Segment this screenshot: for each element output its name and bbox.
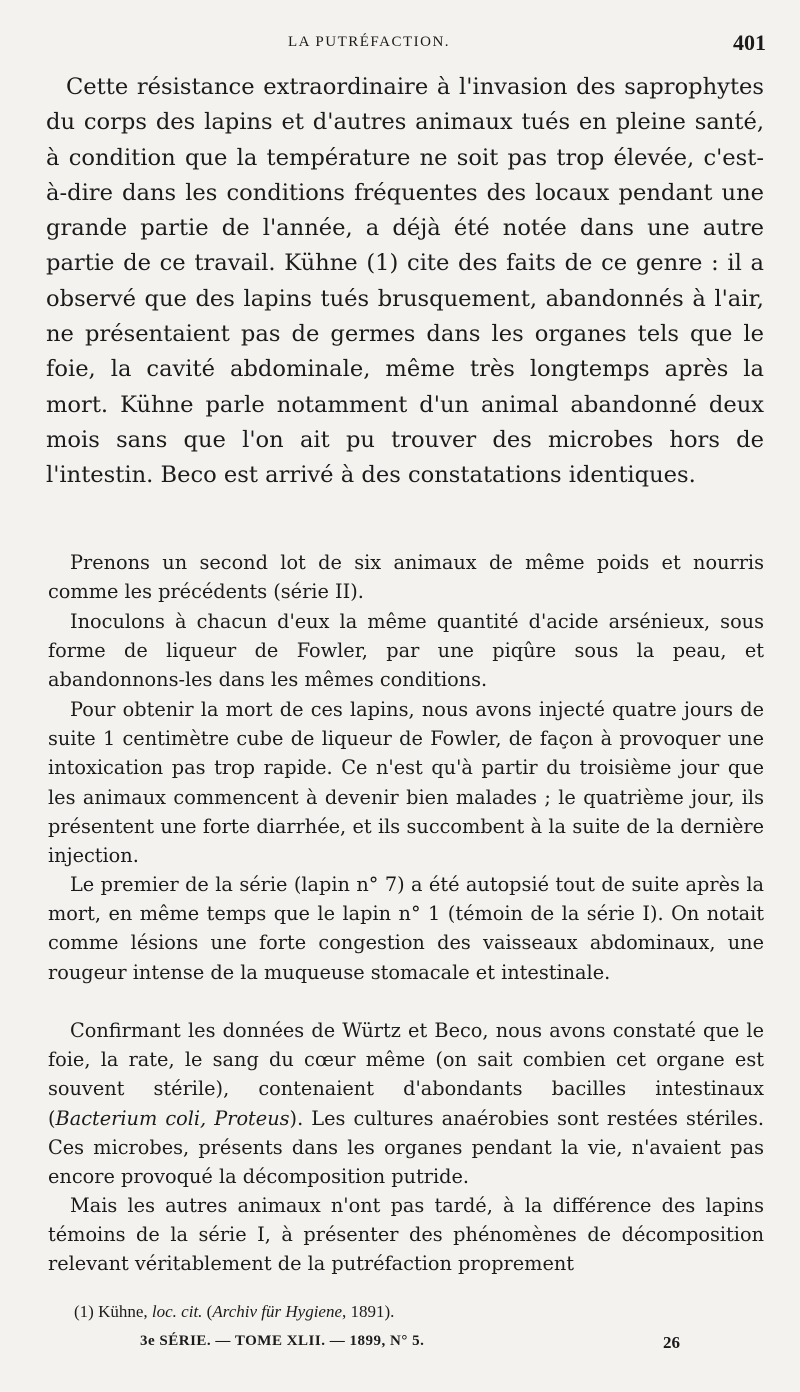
confirmation-text-end: ). Les cultures anaérobies sont restées stériles. Ces microbes, présents dans les organes pendant la vie, n'avaient pas encore provoqué la décomposition putride. bbox=[48, 1106, 765, 1189]
paragraph-inoculation: Inoculons à chacun d'eux la même quantité d'acide arsénieux, sous forme de liqueur de Fowler, par une piqûre sous la peau, et abandonnons-les dans les mêmes conditions. bbox=[48, 610, 764, 692]
footnote-year: , 1891). bbox=[342, 1302, 395, 1321]
printer-signature: 3e SÉRIE. — TOME XLII. — 1899, N° 5. bbox=[140, 1333, 425, 1349]
page-footer bbox=[140, 1333, 680, 1357]
footnote-open-paren: ( bbox=[202, 1302, 213, 1321]
paragraph-decomposition: Mais les autres animaux n'ont pas tardé, à la différence des lapins témoins de la série I, à présenter des phénomènes de décomposition relevant véritablement de la putréfaction proprement bbox=[48, 1194, 764, 1276]
confirmation-text-start: Confirmant les données de Würtz et Beco, nous avons constaté que le foie, la rate, le sang du cœur même (on sait combien cet organe est souvent stérile), contenaient d'abondants bacilles intestinaux ( bbox=[48, 1019, 764, 1130]
paragraph-injection-protocol: Pour obtenir la mort de ces lapins, nous avons injecté quatre jours de suite 1 centimètre cube de liqueur de Fowler, de façon à provoquer une intoxication pas trop rapide. Ce n'est qu'à partir du troisième jour que les animaux commencent à devenir bien malades ; le quatrième jour, ils présentent une forte diarrhée, et ils succombent à la suite de la dernière injection. bbox=[48, 698, 764, 868]
bacteria-names: Bacterium coli, Proteus bbox=[55, 1106, 290, 1130]
footnote-journal: Archiv für Hygiene bbox=[212, 1302, 343, 1321]
page-number: 401 bbox=[733, 30, 766, 55]
paragraph-confirmation bbox=[48, 1016, 764, 1191]
sheet-number: 26 bbox=[663, 1333, 680, 1352]
paragraph-autopsy-text: Le premier de la série (lapin n° 7) a été autopsié tout de suite après la mort, en même temps que le lapin n° 1 (témoin de la série I). On notait comme lésions une forte congestion des vaisseaux abdominaux, une rougeur intense de la muqueuse stomacale et intestinale. bbox=[48, 873, 764, 984]
paragraph-second-lot: Prenons un second lot de six animaux de même poids et nourris comme les précédents (série II). bbox=[48, 551, 764, 604]
footnote bbox=[74, 1300, 394, 1324]
footnote-marker: (1) Kühne, bbox=[74, 1302, 152, 1321]
paragraph-resistance: Cette résistance extraordinaire à l'invasion des saprophytes du corps des lapins et d'autres animaux tués en pleine santé, à condition que la température ne soit pas trop élevée, c'est-à-dire dans les conditions fréquentes des locaux pendant une grande partie de l'année, a déjà été notée dans une autre partie de ce travail. Kühne (1) cite des faits de ce genre : il a observé que des lapins tués brusquement, abandonnés à l'air, ne présentaient pas de germes dans les organes tels que le foie, la cavité abdominale, même très longtemps après la mort. Kühne parle notamment d'un animal abandonné deux mois sans que l'on ait pu trouver des microbes hors de l'intestin. Beco est arrivé à des constatations identiques. bbox=[46, 74, 764, 489]
page-header bbox=[46, 30, 766, 60]
running-head: LA PUTRÉFACTION. bbox=[288, 34, 451, 50]
paragraph-autopsy bbox=[48, 870, 764, 987]
footnote-loc-cit: loc. cit. bbox=[151, 1302, 203, 1321]
